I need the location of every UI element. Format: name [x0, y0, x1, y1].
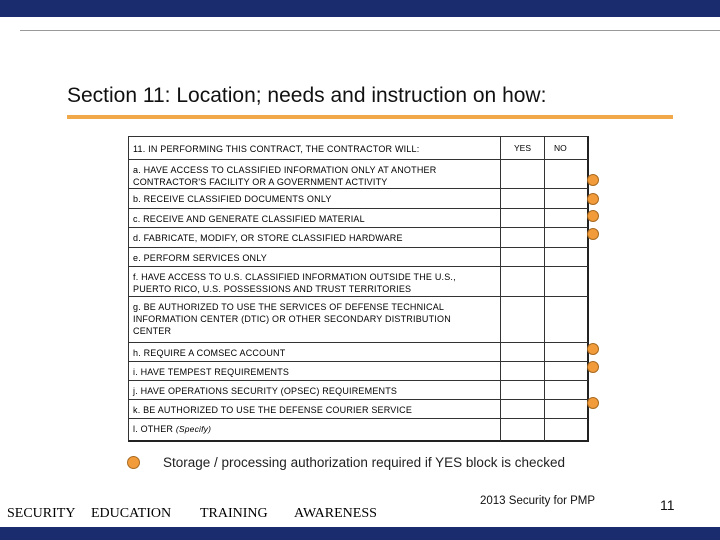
- row-i-yes-box[interactable]: [500, 362, 544, 380]
- slide-title: Section 11: Location; needs and instruction on how:: [67, 84, 547, 107]
- footer-word-training: TRAINING: [200, 506, 268, 521]
- top-divider: [20, 30, 720, 31]
- form-row-j: [129, 380, 588, 399]
- row-g-no-box[interactable]: [544, 297, 588, 342]
- title-underline: [67, 115, 673, 119]
- row-j-no-box[interactable]: [544, 381, 588, 399]
- row-c-label: c. RECEIVE AND GENERATE CLASSIFIED MATERIAL: [133, 214, 365, 224]
- row-c-yes-box[interactable]: [500, 209, 544, 227]
- circle-marker-icon: [587, 210, 599, 222]
- row-e-no-box[interactable]: [544, 248, 588, 266]
- header-no: NO: [544, 137, 588, 164]
- header-question: 11. IN PERFORMING THIS CONTRACT, THE CONTRACTOR WILL:: [133, 144, 420, 154]
- row-l-yes-box[interactable]: [500, 419, 544, 441]
- circle-marker-icon: [587, 193, 599, 205]
- row-i-label: i. HAVE TEMPEST REQUIREMENTS: [133, 367, 290, 377]
- row-e-yes-box[interactable]: [500, 248, 544, 266]
- top-banner-bar: [0, 0, 720, 17]
- legend-text: Storage / processing authorization required if YES block is checked: [163, 455, 565, 470]
- row-a-line1: a. HAVE ACCESS TO CLASSIFIED INFORMATION ONLY AT ANOTHER: [133, 165, 437, 175]
- row-j-label: j. HAVE OPERATIONS SECURITY (OPSEC) REQUIREMENTS: [133, 386, 398, 396]
- row-b-label: b. RECEIVE CLASSIFIED DOCUMENTS ONLY: [133, 194, 332, 204]
- row-b-no-box[interactable]: [544, 189, 588, 208]
- row-j-yes-box[interactable]: [500, 381, 544, 399]
- row-i-no-box[interactable]: [544, 362, 588, 380]
- row-l-text: l. OTHER: [133, 424, 174, 434]
- row-d-label: d. FABRICATE, MODIFY, OR STORE CLASSIFIED HARDWARE: [133, 233, 403, 243]
- bottom-banner-bar: [0, 527, 720, 540]
- form-row-f: [129, 266, 588, 296]
- row-g-yes-box[interactable]: [500, 297, 544, 342]
- footer-word-awareness: AWARENESS: [294, 506, 377, 521]
- circle-marker-icon: [587, 361, 599, 373]
- row-g-line2: INFORMATION CENTER (DTIC) OR OTHER SECONDARY DISTRIBUTION: [133, 314, 451, 324]
- form-row-e: [129, 247, 588, 266]
- form-row-c: [129, 208, 588, 227]
- form-row-b: [129, 188, 588, 208]
- row-l-specify: (Specify): [175, 424, 212, 434]
- form-row-l: [129, 418, 588, 441]
- row-a-line2: CONTRACTOR'S FACILITY OR A GOVERNMENT ACTIVITY: [133, 177, 388, 187]
- footer-word-education: EDUCATION: [91, 506, 172, 521]
- circle-marker-icon: [587, 174, 599, 186]
- row-f-line2: PUERTO RICO, U.S. POSSESSIONS AND TRUST TERRITORIES: [133, 284, 412, 294]
- row-b-yes-box[interactable]: [500, 189, 544, 208]
- row-l-no-box[interactable]: [544, 419, 588, 441]
- row-e-label: e. PERFORM SERVICES ONLY: [133, 253, 267, 263]
- row-f-line1: f. HAVE ACCESS TO U.S. CLASSIFIED INFORMATION OUTSIDE THE U.S.,: [133, 272, 456, 282]
- footer-word-security: SECURITY: [7, 506, 76, 521]
- circle-marker-icon: [127, 456, 140, 469]
- form-row-a: [129, 159, 588, 188]
- row-g-label: [129, 297, 500, 342]
- header-yes: YES: [500, 137, 544, 164]
- circle-marker-icon: [587, 397, 599, 409]
- row-d-no-box[interactable]: [544, 228, 588, 247]
- row-h-label: h. REQUIRE A COMSEC ACCOUNT: [133, 348, 286, 358]
- circle-marker-icon: [587, 228, 599, 240]
- form-row-g: [129, 296, 588, 342]
- row-g-line3: CENTER: [133, 326, 172, 336]
- row-h-yes-box[interactable]: [500, 343, 544, 361]
- row-k-yes-box[interactable]: [500, 400, 544, 418]
- dd254-section-11-form: [128, 136, 589, 442]
- form-row-k: [129, 399, 588, 418]
- row-l-label: [129, 419, 500, 441]
- form-row-i: [129, 361, 588, 380]
- row-a-label: [129, 160, 500, 188]
- row-a-no-box[interactable]: [544, 160, 588, 188]
- form-row-h: [129, 342, 588, 361]
- row-a-yes-box[interactable]: [500, 160, 544, 188]
- row-f-yes-box[interactable]: [500, 267, 544, 296]
- row-k-no-box[interactable]: [544, 400, 588, 418]
- row-d-yes-box[interactable]: [500, 228, 544, 247]
- footer-course-title: 2013 Security for PMP: [480, 495, 596, 507]
- row-g-line1: g. BE AUTHORIZED TO USE THE SERVICES OF DEFENSE TECHNICAL: [133, 302, 445, 312]
- row-c-no-box[interactable]: [544, 209, 588, 227]
- row-f-label: [129, 267, 500, 296]
- page-number: 11: [660, 497, 675, 513]
- row-k-label: k. BE AUTHORIZED TO USE THE DEFENSE COURIER SERVICE: [133, 405, 413, 415]
- form-row-d: [129, 227, 588, 247]
- row-h-no-box[interactable]: [544, 343, 588, 361]
- circle-marker-icon: [587, 343, 599, 355]
- row-f-no-box[interactable]: [544, 267, 588, 296]
